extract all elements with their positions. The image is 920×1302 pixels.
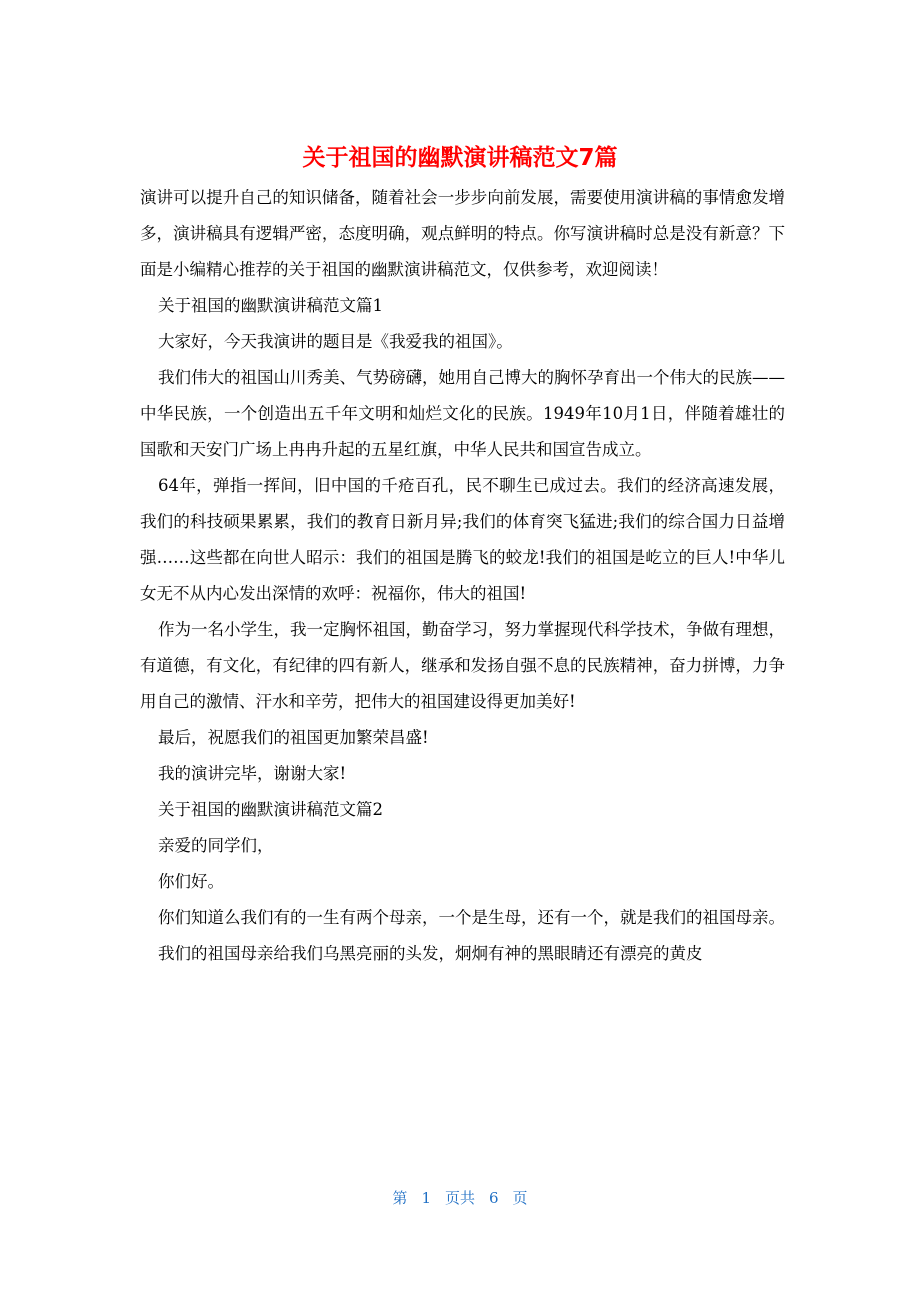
body-paragraph: 我们的祖国母亲给我们乌黑亮丽的头发，炯炯有神的黑眼睛还有漂亮的黄皮 xyxy=(158,944,703,963)
body-paragraph: 作为一名小学生，我一定胸怀祖国，勤奋学习，努力掌握现代科学技术，争做有理想，有道德，有文化，有纪律的四有新人，继承和发扬自强不息的民族精神，奋力拼博，力争用自己的激情、汗水和辛劳，把伟大的祖国建设得更加美好! xyxy=(140,620,785,711)
current-page-number: 1 xyxy=(421,1189,431,1207)
footer-suffix: 页 xyxy=(512,1189,528,1207)
section-heading: 关于祖国的幽默演讲稿范文篇1 xyxy=(158,296,383,315)
body-paragraph: 大家好，今天我演讲的题目是《我爱我的祖国》。 xyxy=(158,332,513,351)
body-paragraph: 亲爱的同学们， xyxy=(158,836,274,855)
document-title: 关于祖国的幽默演讲稿范文7篇 xyxy=(302,145,618,171)
intro-paragraph: 演讲可以提升自己的知识储备，随着社会一步步向前发展，需要使用演讲稿的事情愈发增多，演讲稿具有逻辑严密，态度明确，观点鲜明的特点。你写演讲稿时总是没有新意？下面是小编精心推荐的关于祖国的幽默演讲稿范文，仅供参考，欢迎阅读！ xyxy=(140,188,785,279)
footer-middle: 页共 xyxy=(444,1189,475,1207)
page-footer xyxy=(0,1186,920,1210)
body-paragraph: 我们伟大的祖国山川秀美、气势磅礴，她用自己博大的胸怀孕育出一个伟大的民族——中华民族，一个创造出五千年文明和灿烂文化的民族。1949年10月1日，伴随着雄壮的国歌和天安门广场上冉冉升起的五星红旗，中华人民共和国宣告成立。 xyxy=(140,368,785,459)
body-paragraph: 我的演讲完毕，谢谢大家! xyxy=(158,764,347,783)
body-paragraph: 你们好。 xyxy=(158,872,224,891)
body-paragraph: 你们知道么我们有的一生有两个母亲，一个是生母，还有一个，就是我们的祖国母亲。 xyxy=(158,908,785,927)
section-heading: 关于祖国的幽默演讲稿范文篇2 xyxy=(158,800,383,819)
body-paragraph: 64年，弹指一挥间，旧中国的千疮百孔，民不聊生已成过去。我们的经济高速发展，我们的科技硕果累累，我们的教育日新月异;我们的体育突飞猛进;我们的综合国力日益增强……这些都在向世人昭示：我们的祖国是腾飞的蛟龙!我们的祖国是屹立的巨人!中华儿女无不从内心发出深情的欢呼：祝福你，伟大的祖国! xyxy=(140,476,785,603)
document-body xyxy=(140,180,785,972)
total-pages-number: 6 xyxy=(489,1189,499,1207)
body-paragraph: 最后，祝愿我们的祖国更加繁荣昌盛! xyxy=(158,728,429,747)
footer-prefix: 第 xyxy=(392,1189,408,1207)
